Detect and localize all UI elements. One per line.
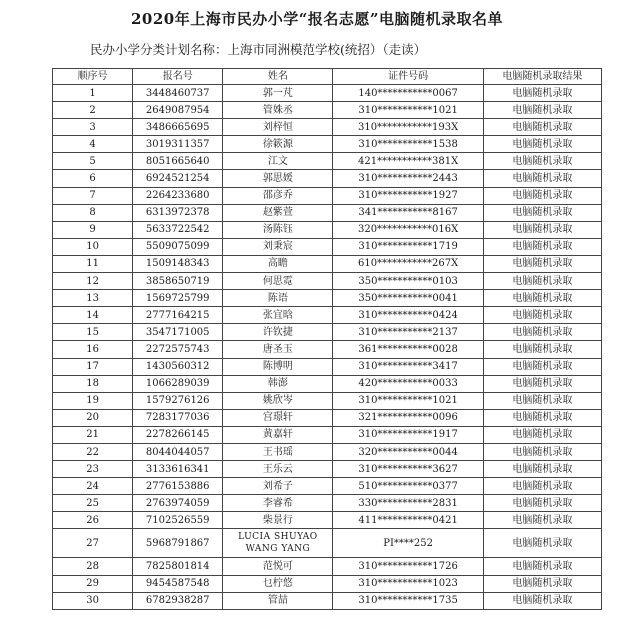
row-sequence: 12 (53, 273, 133, 290)
header-id-number: 证件号码 (333, 69, 483, 85)
row-name: 郭思媛 (223, 170, 333, 187)
row-sequence: 9 (53, 221, 133, 238)
row-application-number: 2763974059 (133, 495, 223, 512)
row-name: 许钦捷 (223, 324, 333, 341)
row-result: 电脑随机录取 (483, 307, 601, 324)
row-name: 江文 (223, 153, 333, 170)
row-id-number: PI****252 (333, 529, 483, 558)
row-result: 电脑随机录取 (483, 341, 601, 358)
row-result: 电脑随机录取 (483, 409, 601, 426)
row-sequence: 1 (53, 85, 133, 102)
row-id-number: 310***********1021 (333, 392, 483, 409)
table-row (53, 341, 602, 358)
table-row (53, 221, 602, 238)
table-row (53, 575, 602, 592)
row-name: 高瞻 (223, 255, 333, 272)
header-name: 姓名 (223, 69, 333, 85)
row-id-number: 310***********1735 (333, 592, 483, 609)
table-row (53, 409, 602, 426)
table-row (53, 85, 602, 102)
row-result: 电脑随机录取 (483, 170, 601, 187)
row-result: 电脑随机录取 (483, 273, 601, 290)
row-sequence: 3 (53, 119, 133, 136)
row-application-number: 5633722542 (133, 221, 223, 238)
row-application-number: 1430560312 (133, 358, 223, 375)
row-id-number: 350***********0103 (333, 273, 483, 290)
row-name: 王书瑶 (223, 443, 333, 460)
row-sequence: 5 (53, 153, 133, 170)
row-sequence: 17 (53, 358, 133, 375)
row-result: 电脑随机录取 (483, 153, 601, 170)
row-application-number: 9454587548 (133, 575, 223, 592)
row-result: 电脑随机录取 (483, 255, 601, 272)
table-row (53, 102, 602, 119)
row-name: 宫璟轩 (223, 409, 333, 426)
row-id-number: 321***********0096 (333, 409, 483, 426)
row-application-number: 6313972378 (133, 204, 223, 221)
row-id-number: 310***********3417 (333, 358, 483, 375)
row-application-number: 6924521254 (133, 170, 223, 187)
row-result: 电脑随机录取 (483, 529, 601, 558)
row-application-number: 3547171005 (133, 324, 223, 341)
table-row (53, 153, 602, 170)
row-id-number: 310***********0424 (333, 307, 483, 324)
row-id-number: 510***********0377 (333, 478, 483, 495)
row-name: 郭一芃 (223, 85, 333, 102)
row-name: 何思霓 (223, 273, 333, 290)
row-name: 范悦可 (223, 558, 333, 575)
row-application-number: 1509148343 (133, 255, 223, 272)
table-row (53, 392, 602, 409)
row-id-number: 310***********1927 (333, 187, 483, 204)
row-sequence: 19 (53, 392, 133, 409)
row-id-number: 341***********8167 (333, 204, 483, 221)
row-id-number: 310***********1021 (333, 102, 483, 119)
row-id-number: 310***********1719 (333, 238, 483, 255)
row-sequence: 27 (53, 529, 133, 558)
row-id-number: 421***********381X (333, 153, 483, 170)
row-application-number: 2264233680 (133, 187, 223, 204)
row-name: 邵彦乔 (223, 187, 333, 204)
row-id-number: 610***********267X (333, 255, 483, 272)
row-name: 李睿希 (223, 495, 333, 512)
row-application-number: 3486665695 (133, 119, 223, 136)
row-id-number: 330***********2831 (333, 495, 483, 512)
row-name: 黄嘉轩 (223, 426, 333, 443)
table-row (53, 238, 602, 255)
row-sequence: 11 (53, 255, 133, 272)
row-name: 徐簌源 (223, 136, 333, 153)
table-row (53, 255, 602, 272)
row-result: 电脑随机录取 (483, 204, 601, 221)
row-application-number: 1569725799 (133, 290, 223, 307)
row-application-number: 2777164215 (133, 307, 223, 324)
row-sequence: 6 (53, 170, 133, 187)
row-application-number: 7102526559 (133, 512, 223, 529)
row-result: 电脑随机录取 (483, 575, 601, 592)
row-sequence: 30 (53, 592, 133, 609)
row-id-number: 310***********2443 (333, 170, 483, 187)
row-application-number: 2649087954 (133, 102, 223, 119)
row-name: 陈语 (223, 290, 333, 307)
row-result: 电脑随机录取 (483, 461, 601, 478)
row-result: 电脑随机录取 (483, 290, 601, 307)
row-name: 王乐云 (223, 461, 333, 478)
row-name: 赵紫萱 (223, 204, 333, 221)
row-sequence: 2 (53, 102, 133, 119)
table-row (53, 358, 602, 375)
row-sequence: 29 (53, 575, 133, 592)
document-title: 2020年上海市民办小学“报名志愿”电脑随机录取名单 (130, 10, 503, 28)
row-id-number: 411***********0421 (333, 512, 483, 529)
row-sequence: 23 (53, 461, 133, 478)
table-header-row (53, 69, 602, 85)
table-row (53, 273, 602, 290)
row-name: 陈博明 (223, 358, 333, 375)
row-name: LUCIA SHUYAO WANG YANG (223, 529, 333, 558)
row-sequence: 13 (53, 290, 133, 307)
row-id-number: 140***********0067 (333, 85, 483, 102)
table-row (53, 204, 602, 221)
row-sequence: 28 (53, 558, 133, 575)
row-application-number: 6782938287 (133, 592, 223, 609)
table-row (53, 558, 602, 575)
table-row (53, 375, 602, 392)
header-application-number: 报名号 (133, 69, 223, 85)
row-name: 姚欣岑 (223, 392, 333, 409)
row-id-number: 350***********0041 (333, 290, 483, 307)
row-id-number: 320***********0044 (333, 443, 483, 460)
row-id-number: 310***********1726 (333, 558, 483, 575)
row-name: 刘梓恒 (223, 119, 333, 136)
row-application-number: 1066289039 (133, 375, 223, 392)
row-result: 电脑随机录取 (483, 426, 601, 443)
table-row (53, 136, 602, 153)
row-id-number: 310***********2137 (333, 324, 483, 341)
row-sequence: 15 (53, 324, 133, 341)
row-application-number: 3019311357 (133, 136, 223, 153)
table-row (53, 290, 602, 307)
row-result: 电脑随机录取 (483, 392, 601, 409)
row-id-number: 420***********0033 (333, 375, 483, 392)
row-result: 电脑随机录取 (483, 136, 601, 153)
row-result: 电脑随机录取 (483, 119, 601, 136)
row-application-number: 1579276126 (133, 392, 223, 409)
row-id-number: 310***********3627 (333, 461, 483, 478)
row-result: 电脑随机录取 (483, 221, 601, 238)
table-row (53, 512, 602, 529)
row-application-number: 2272575743 (133, 341, 223, 358)
row-id-number: 310***********1917 (333, 426, 483, 443)
row-result: 电脑随机录取 (483, 558, 601, 575)
row-application-number: 8051665640 (133, 153, 223, 170)
row-sequence: 25 (53, 495, 133, 512)
row-application-number: 5509075099 (133, 238, 223, 255)
row-result: 电脑随机录取 (483, 592, 601, 609)
row-result: 电脑随机录取 (483, 102, 601, 119)
row-result: 电脑随机录取 (483, 358, 601, 375)
row-id-number: 310***********1538 (333, 136, 483, 153)
table-body (53, 85, 602, 610)
row-application-number: 7825801814 (133, 558, 223, 575)
header-sequence: 顺序号 (53, 69, 133, 85)
row-sequence: 24 (53, 478, 133, 495)
table-row (53, 426, 602, 443)
row-result: 电脑随机录取 (483, 238, 601, 255)
header-result: 电脑随机录取结果 (483, 69, 601, 85)
row-sequence: 18 (53, 375, 133, 392)
row-application-number: 8044044057 (133, 443, 223, 460)
row-result: 电脑随机录取 (483, 324, 601, 341)
row-result: 电脑随机录取 (483, 478, 601, 495)
table-row (53, 307, 602, 324)
row-name: 汤陈钰 (223, 221, 333, 238)
row-result: 电脑随机录取 (483, 85, 601, 102)
table-row (53, 187, 602, 204)
row-application-number: 3133616341 (133, 461, 223, 478)
table-row (53, 461, 602, 478)
row-id-number: 361***********0028 (333, 341, 483, 358)
table-row (53, 529, 602, 558)
row-result: 电脑随机录取 (483, 187, 601, 204)
row-sequence: 26 (53, 512, 133, 529)
row-result: 电脑随机录取 (483, 512, 601, 529)
table-row (53, 170, 602, 187)
row-sequence: 10 (53, 238, 133, 255)
row-sequence: 8 (53, 204, 133, 221)
row-id-number: 310***********193X (333, 119, 483, 136)
row-sequence: 20 (53, 409, 133, 426)
row-name: 柴景行 (223, 512, 333, 529)
table-row (53, 443, 602, 460)
row-application-number: 7283177036 (133, 409, 223, 426)
row-name: 刘秉宸 (223, 238, 333, 255)
row-application-number: 5968791867 (133, 529, 223, 558)
row-name: 刘希子 (223, 478, 333, 495)
admission-table (52, 68, 602, 610)
row-sequence: 14 (53, 307, 133, 324)
row-application-number: 2776153886 (133, 478, 223, 495)
row-sequence: 22 (53, 443, 133, 460)
row-application-number: 3448460737 (133, 85, 223, 102)
row-result: 电脑随机录取 (483, 375, 601, 392)
row-sequence: 16 (53, 341, 133, 358)
table-row (53, 495, 602, 512)
row-sequence: 21 (53, 426, 133, 443)
table-row (53, 324, 602, 341)
row-sequence: 7 (53, 187, 133, 204)
row-application-number: 2278266145 (133, 426, 223, 443)
row-name: 管姝丞 (223, 102, 333, 119)
row-result: 电脑随机录取 (483, 495, 601, 512)
row-sequence: 4 (53, 136, 133, 153)
row-id-number: 320***********016X (333, 221, 483, 238)
table-row (53, 478, 602, 495)
row-id-number: 310***********1023 (333, 575, 483, 592)
row-name: 张宜晗 (223, 307, 333, 324)
plan-name: 民办小学分类计划名称：上海市同洲模范学校(统招）（走读） (90, 42, 427, 57)
table-row (53, 119, 602, 136)
row-name: 唐圣玉 (223, 341, 333, 358)
row-application-number: 3858650719 (133, 273, 223, 290)
row-result: 电脑随机录取 (483, 443, 601, 460)
row-name: 韩澎 (223, 375, 333, 392)
table-row (53, 592, 602, 609)
row-name: 乜柠悠 (223, 575, 333, 592)
row-name: 管喆 (223, 592, 333, 609)
